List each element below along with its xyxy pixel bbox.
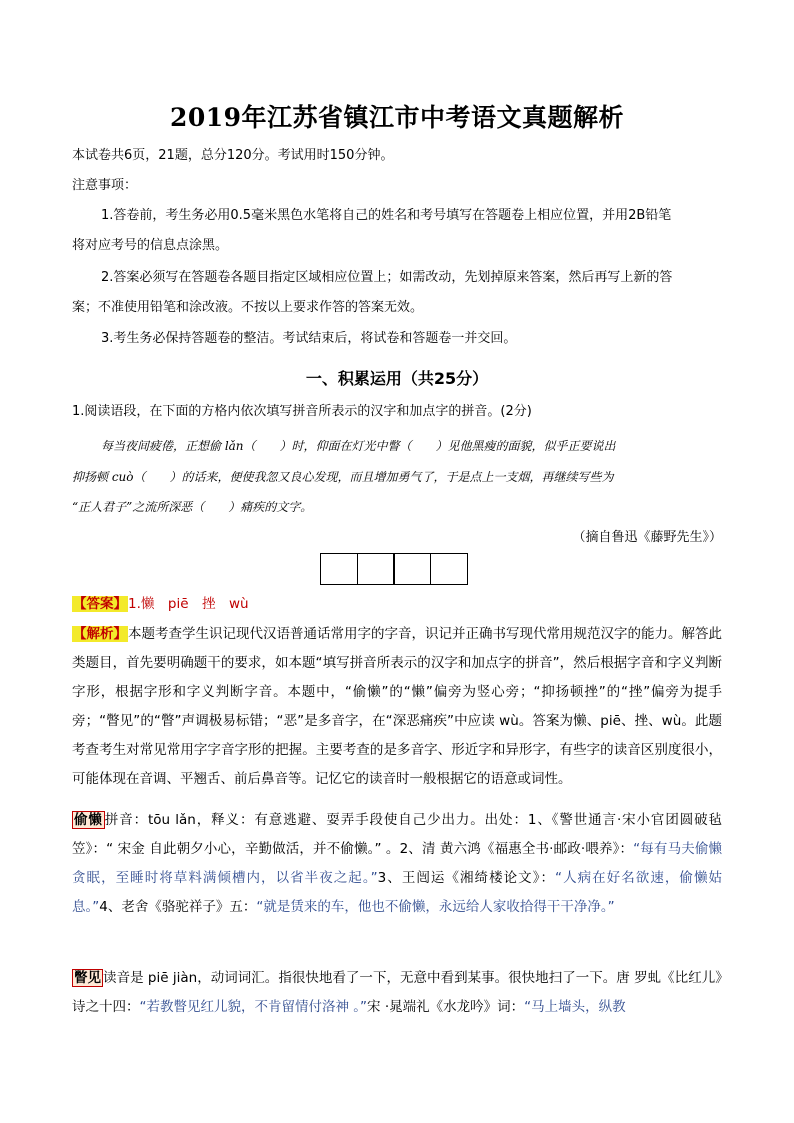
term-definition: 宋 ·晁端礼《水龙吟》词：	[367, 999, 525, 1015]
term-definition: 3、王闿运《湘绮楼论文》：	[377, 870, 556, 886]
analysis-paragraph	[72, 620, 722, 794]
term-quote: “每有马夫偷懒贪眠，至睡时将草料满倾槽内，以省半夜之起。”	[72, 841, 722, 886]
passage-line-3: “正人君子”之流所深恶（ ）痛疾的文字。	[72, 500, 313, 514]
note-2-line-2: 案；不准使用铅笔和涂改液。不按以上要求作答的答案无效。	[72, 300, 424, 315]
note-3: 3.考生务必保持答题卷的整洁。考试结束后，将试卷和答题卷一并交回。	[101, 331, 517, 346]
term-definition: 读音是 piē jiàn，动词词汇。指很快地看了一下，无意中看到某事。很快地扫了一下。唐 罗虬《比红儿》诗之十四：	[72, 970, 722, 1015]
answer-box	[320, 553, 358, 585]
question-1: 1.阅读语段，在下面的方格内依次填写拼音所表示的汉字和加点字的拼音。(2分)	[72, 404, 532, 419]
answer-box	[393, 553, 431, 585]
answer-tag: 【答案】	[73, 596, 127, 612]
page-title: 2019年江苏省镇江市中考语文真题解析	[169, 103, 625, 132]
answer-box	[357, 553, 395, 585]
note-1-line-1: 1.答卷前，考生务必用0.5毫米黑色水笔将自己的姓名和考号填写在答题卷上相应位置，并用2B铅笔	[101, 208, 672, 223]
term-entry-piejian	[72, 964, 722, 1022]
notes-heading: 注意事项：	[72, 178, 138, 193]
exam-intro: 本试卷共6页，21题，总分120分。考试用时150分钟。	[72, 148, 394, 163]
section-heading: 一、积累运用（共25分）	[305, 369, 489, 388]
term-quote: “人病在好名欲速，偷懒姑息。”	[72, 870, 722, 915]
analysis-tag: 【解析】	[73, 626, 127, 642]
term-entry-toulan	[72, 806, 722, 922]
term-quote: “若教瞥见红儿貌，不肯留情付洛神 。”	[139, 999, 368, 1015]
term-definition: 4、老舍《骆驼祥子》五：	[99, 899, 257, 915]
answer-grid	[320, 553, 468, 585]
note-2-line-1: 2.答案必须写在答题卷各题目指定区域相应位置上；如需改动，先划掉原来答案，然后再写上新的答	[101, 270, 673, 285]
term-definition: 拼音：tōu lǎn，释义：有意逃避、耍弄手段使自己少出力。出处：1、《警世通言·宋小官团圆破毡笠》：“ 宋金 自此朝夕小心，辛勤做活，并不偷懒。” 。2、清 黄六鸿《福惠全书·邮政·喂养》：	[72, 812, 723, 857]
answer-text: 1.懒 piē 挫 wù	[128, 596, 249, 612]
passage-line-1: 每当夜间疲倦，正想偷 lǎn（ ）时，仰面在灯光中瞥（ ）见他黑瘦的面貌，似乎正要说出	[101, 439, 616, 453]
term-quote: “马上墙头，纵教	[524, 999, 626, 1015]
analysis-text: 本题考查学生识记现代汉语普通话常用字的字音，识记并正确书写现代常用规范汉字的能力。解答此类题目，首先要明确题干的要求，如本题“填写拼音所表示的汉字和加点字的拼音”，然后根据字音和字义判断字形，根据字形和字义判断字音。本题中，“偷懒”的“懒”偏旁为竖心旁；“抑扬顿挫”的“挫”偏旁为提手旁；“瞥见”的“瞥”声调极易标错；“恶”是多音字，在“深恶痛疾”中应读 wù。答案为懒、piē、挫、wù。此题考查考生对常见常用字字音字形的把握。主要考查的是多音字、形近字和异形字，有些字的读音区别度很小，可能体现在音调、平翘舌、前后鼻音等。记忆它的读音时一般根据它的语意或词性。	[72, 626, 722, 787]
passage-source: （摘自鲁迅《藤野先生》）	[572, 530, 722, 545]
answer-line	[72, 592, 249, 612]
passage-line-2: 抑扬顿 cuò（ ）的话来，便使我忽又良心发现，而且增加勇气了，于是点上一支烟，再继续写些为	[72, 470, 614, 484]
term-quote: “就是赁来的车，他也不偷懒，永远给人家收拾得干干净净。”	[256, 899, 615, 915]
answer-box	[430, 553, 468, 585]
term-label: 偷懒	[74, 812, 103, 828]
term-label: 瞥见	[74, 970, 102, 986]
note-1-line-2: 将对应考号的信息点涂黑。	[72, 238, 229, 253]
